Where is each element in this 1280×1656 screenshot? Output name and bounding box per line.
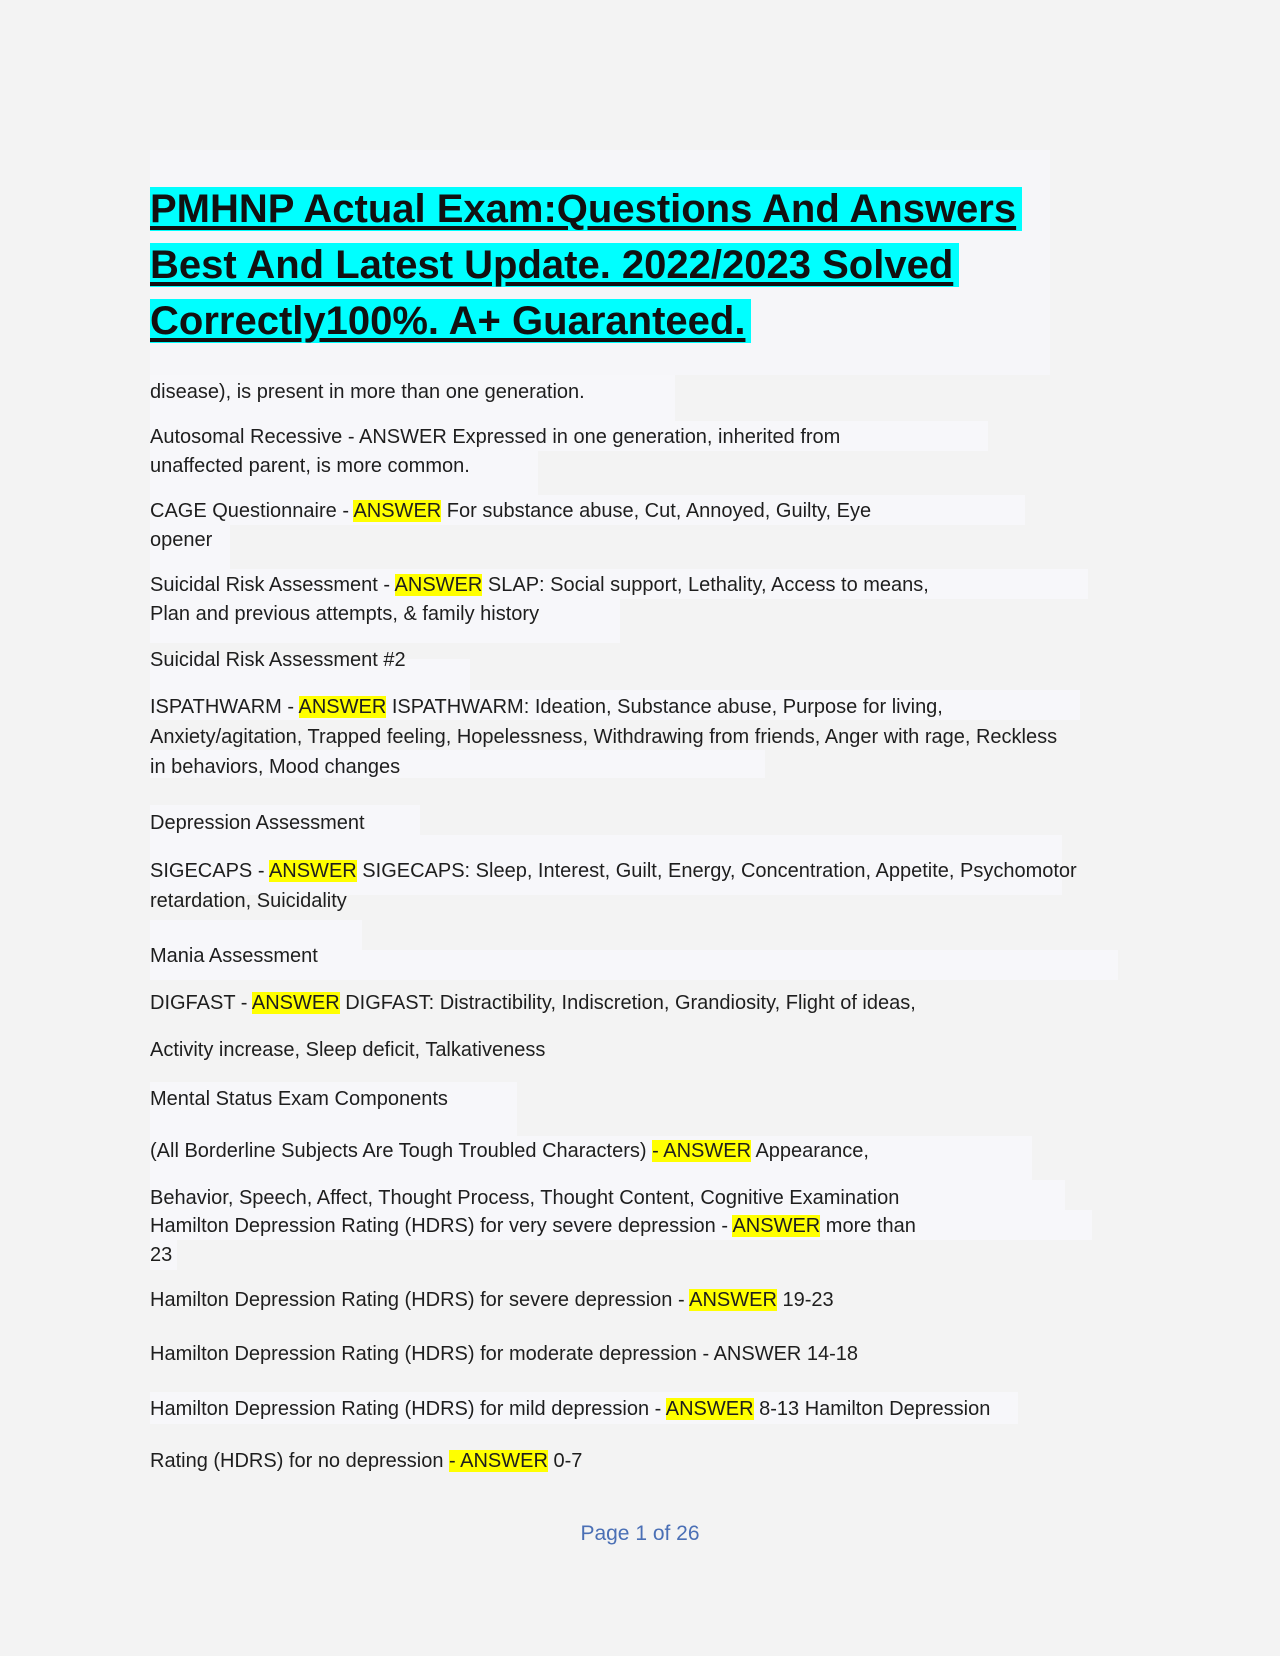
answer-highlight: ANSWER	[732, 1215, 821, 1237]
paragraph-ispathwarm-line-1: ISPATHWARM - ANSWER ISPATHWARM: Ideation, Substance abuse, Purpose for living,	[150, 696, 943, 718]
paragraph-hdrs-very-severe-line-1: Hamilton Depression Rating (HDRS) for very severe depression - ANSWER more than	[150, 1215, 916, 1237]
document-title-line-3: Correctly100%. A+ Guaranteed.	[150, 295, 751, 347]
paragraph-suicidal-risk-line-1: Suicidal Risk Assessment - ANSWER SLAP: Social support, Lethality, Access to means,	[150, 574, 929, 596]
answer-highlight: - ANSWER	[652, 1140, 752, 1162]
answer-highlight: ANSWER	[251, 992, 340, 1014]
paragraph-cage-line-1: CAGE Questionnaire - ANSWER For substance abuse, Cut, Annoyed, Guilty, Eye	[150, 500, 872, 522]
answer-highlight: ANSWER	[665, 1398, 754, 1420]
paragraph-borderline: (All Borderline Subjects Are Tough Troubled Characters) - ANSWER Appearance,	[150, 1140, 869, 1162]
document-title-line-1: PMHNP Actual Exam:Questions And Answers	[150, 183, 1022, 235]
answer-highlight: ANSWER	[268, 860, 357, 882]
paragraph-hdrs-moderate: Hamilton Depression Rating (HDRS) for moderate depression - ANSWER 14-18	[150, 1343, 859, 1365]
paragraph-ispathwarm-line-2: Anxiety/agitation, Trapped feeling, Hopelessness, Withdrawing from friends, Anger with rage, Reckless	[150, 726, 1058, 748]
answer-highlight: ANSWER	[353, 500, 442, 522]
answer-highlight: ANSWER	[689, 1289, 777, 1311]
paragraph-hdrs-none: Rating (HDRS) for no depression - ANSWER 0-7	[150, 1450, 583, 1472]
paragraph-suicidal-risk-line-2: Plan and previous attempts, & family history	[150, 603, 540, 625]
answer-highlight: - ANSWER	[449, 1450, 548, 1472]
page-number-footer: Page 1 of 26	[580, 1522, 700, 1545]
paragraph-1: disease), is present in more than one generation.	[150, 381, 585, 403]
heading-mania-assessment: Mania Assessment	[150, 945, 318, 967]
paragraph-autosomal-recessive-line-1: Autosomal Recessive - ANSWER Expressed in one generation, inherited from	[150, 426, 841, 448]
paragraph-sigecaps-line-2: retardation, Suicidality	[150, 890, 347, 912]
paragraph-activity: Activity increase, Sleep deficit, Talkativeness	[150, 1039, 546, 1061]
document-title-line-2: Best And Latest Update. 2022/2023 Solved	[150, 239, 959, 291]
paragraph-sigecaps-line-1: SIGECAPS - ANSWER SIGECAPS: Sleep, Interest, Guilt, Energy, Concentration, Appetite, Psychomotor	[150, 860, 1077, 882]
heading-depression-assessment: Depression Assessment	[150, 812, 365, 834]
heading-mental-status-exam: Mental Status Exam Components	[150, 1088, 448, 1110]
paragraph-ispathwarm-line-3: in behaviors, Mood changes	[150, 756, 401, 778]
paragraph-cage-line-2: opener	[150, 529, 213, 551]
paragraph-hdrs-mild: Hamilton Depression Rating (HDRS) for mild depression - ANSWER 8-13 Hamilton Depression	[150, 1398, 991, 1420]
paragraph-behavior: Behavior, Speech, Affect, Thought Process, Thought Content, Cognitive Examination	[150, 1187, 900, 1209]
paragraph-hdrs-severe: Hamilton Depression Rating (HDRS) for severe depression - ANSWER 19-23	[150, 1289, 834, 1311]
paragraph-digfast: DIGFAST - ANSWER DIGFAST: Distractibility, Indiscretion, Grandiosity, Flight of ideas,	[150, 992, 916, 1014]
heading-suicidal-risk-2: Suicidal Risk Assessment #2	[150, 649, 406, 671]
answer-highlight: ANSWER	[394, 574, 483, 596]
answer-highlight: ANSWER	[298, 696, 387, 718]
paragraph-hdrs-very-severe-line-2: 23	[150, 1244, 173, 1266]
paragraph-autosomal-recessive-line-2: unaffected parent, is more common.	[150, 455, 470, 477]
